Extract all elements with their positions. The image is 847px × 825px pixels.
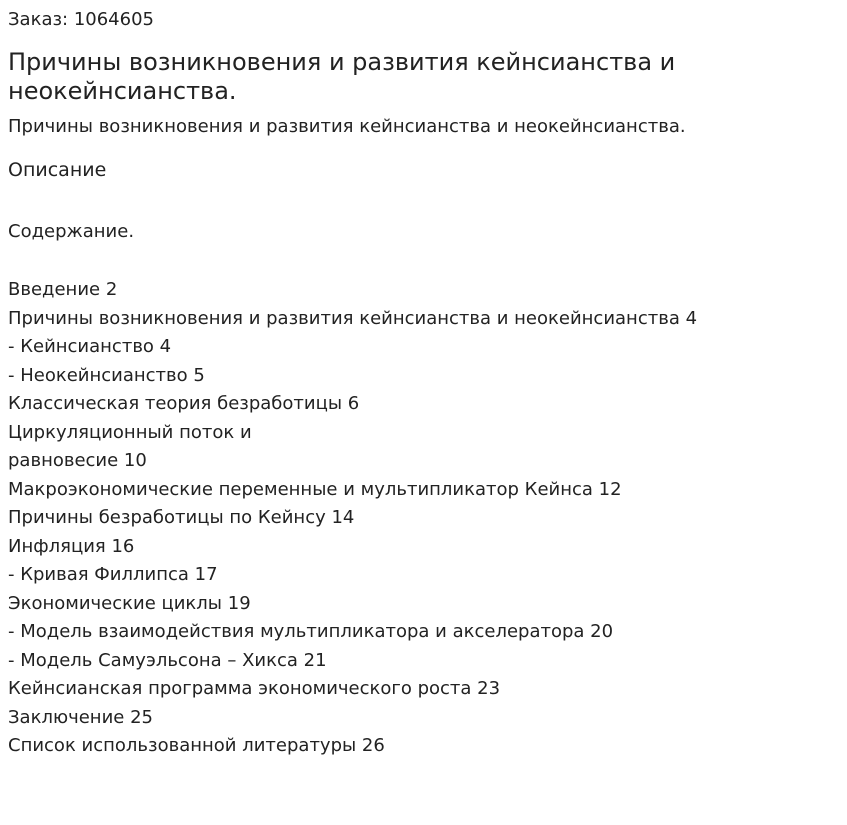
document-subtitle: Причины возникновения и развития кейнсианства и неокейнсианства. [8, 116, 686, 137]
description-heading: Описание [8, 159, 107, 181]
toc-item: - Кейнсианство 4 [8, 336, 172, 357]
toc-item: Список использованной литературы 26 [8, 735, 385, 756]
toc-item: Причины возникновения и развития кейнсианства и неокейнсианства 4 [8, 307, 698, 329]
toc-item: Классическая теория безработицы 6 [8, 393, 360, 414]
toc-item: Экономические циклы 19 [8, 592, 251, 614]
toc-item: Заключение 25 [8, 706, 153, 728]
toc-item: - Неокейнсианство 5 [8, 364, 205, 386]
toc-item: - Модель взаимодействия мультипликатора и акселератора 20 [8, 621, 614, 642]
toc-item: Введение 2 [8, 279, 118, 300]
document-title: Причины возникновения и развития кейнсианства и неокейнсианства. [8, 48, 676, 105]
order-number: Заказ: 1064605 [8, 9, 154, 30]
toc-item: Причины безработицы по Кейнсу 14 [8, 507, 355, 528]
toc-item: Кейнсианская программа экономического роста 23 [8, 678, 501, 699]
toc-item: Макроэкономические переменные и мультипликатор Кейнса 12 [8, 478, 622, 500]
toc-item: - Кривая Филлипса 17 [8, 564, 218, 585]
toc-item: равновесие 10 [8, 450, 147, 471]
toc-item: - Модель Самуэльсона – Хикса 21 [8, 649, 327, 671]
toc-item: Циркуляционный поток и [8, 421, 252, 443]
table-of-contents [8, 276, 697, 761]
contents-heading: Содержание. [8, 221, 135, 242]
toc-item: Инфляция 16 [8, 535, 135, 557]
